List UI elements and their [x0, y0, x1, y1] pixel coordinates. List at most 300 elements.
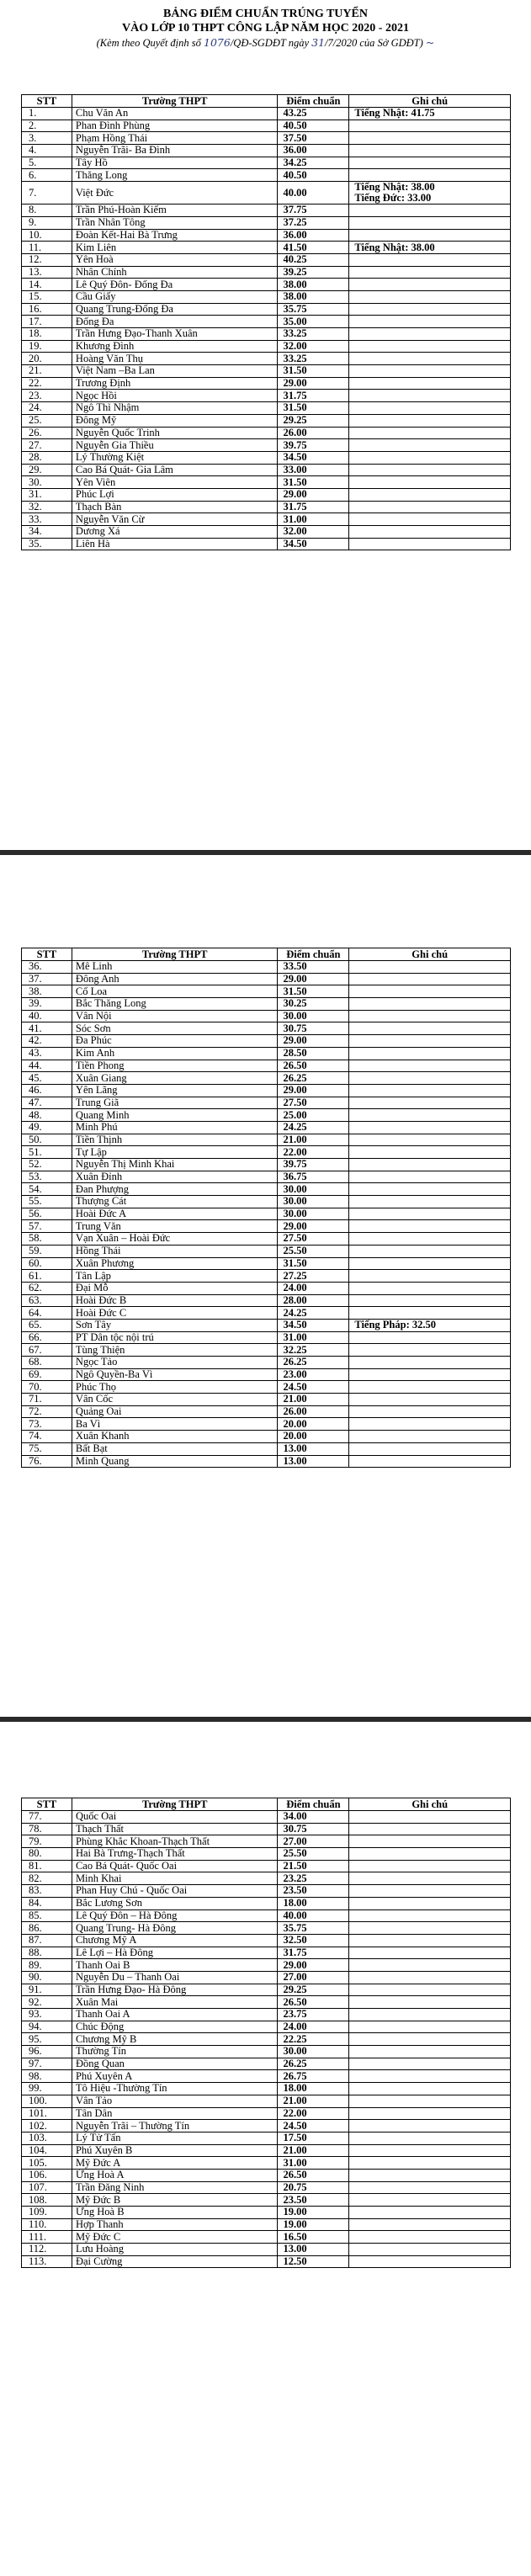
table-row	[22, 2255, 511, 2268]
row-note	[349, 340, 511, 353]
table-row	[22, 451, 511, 464]
row-score: 43.25	[278, 108, 349, 120]
table-row	[22, 1233, 511, 1246]
row-score: 35.75	[278, 1922, 349, 1935]
table-row	[22, 2046, 511, 2058]
row-note	[349, 365, 511, 378]
row-note	[349, 303, 511, 316]
table-row	[22, 1183, 511, 1196]
row-school-name: Thạch Thất	[72, 1823, 278, 1835]
row-stt: 65.	[22, 1319, 72, 1331]
row-note	[349, 316, 511, 328]
row-score: 29.00	[278, 488, 349, 501]
note-middle: /QĐ-SGDĐT ngày	[230, 37, 312, 49]
row-note	[349, 1418, 511, 1431]
row-stt: 87.	[22, 1934, 72, 1947]
row-note	[349, 2207, 511, 2219]
row-school-name: Tân Dân	[72, 2107, 278, 2120]
table-row	[22, 1245, 511, 1257]
row-note	[349, 266, 511, 279]
row-school-name: Hồng Thái	[72, 1245, 278, 1257]
table-row	[22, 973, 511, 985]
row-school-name: Ứng Hoà B	[72, 2207, 278, 2219]
row-stt: 90.	[22, 1971, 72, 1984]
page-1	[0, 0, 531, 842]
row-note	[349, 2120, 511, 2133]
row-score: 40.50	[278, 169, 349, 182]
row-note	[349, 1947, 511, 1959]
row-score: 40.00	[278, 182, 349, 204]
row-note	[349, 2169, 511, 2181]
row-score: 31.00	[278, 1331, 349, 1344]
row-stt: 21.	[22, 365, 72, 378]
row-stt: 69.	[22, 1368, 72, 1381]
row-stt: 109.	[22, 2207, 72, 2219]
header-note: Ghi chú	[349, 95, 511, 108]
row-score: 31.00	[278, 513, 349, 526]
row-note	[349, 961, 511, 974]
row-stt: 56.	[22, 1208, 72, 1220]
row-school-name: Thường Tín	[72, 2046, 278, 2058]
row-stt: 92.	[22, 1996, 72, 2009]
table-row	[22, 182, 511, 204]
table-row	[22, 1996, 511, 2009]
row-school-name: Đoàn Kết-Hai Bà Trưng	[72, 229, 278, 242]
table-row	[22, 2194, 511, 2207]
row-note	[349, 1319, 511, 1331]
row-score: 24.25	[278, 1307, 349, 1320]
row-stt: 76.	[22, 1455, 72, 1468]
row-stt: 111.	[22, 2231, 72, 2244]
table-row	[22, 279, 511, 291]
table-row	[22, 1381, 511, 1394]
row-stt: 89.	[22, 1959, 72, 1972]
table-row	[22, 229, 511, 242]
row-stt: 13.	[22, 266, 72, 279]
row-score: 21.00	[278, 2144, 349, 2157]
row-stt: 113.	[22, 2255, 72, 2268]
row-note	[349, 1848, 511, 1861]
row-score: 34.50	[278, 1319, 349, 1331]
row-stt: 30.	[22, 476, 72, 489]
table-row	[22, 145, 511, 157]
table-row	[22, 1357, 511, 1369]
row-stt: 96.	[22, 2046, 72, 2058]
row-note	[349, 1196, 511, 1208]
table-row	[22, 1146, 511, 1159]
row-score: 23.25	[278, 1872, 349, 1885]
decision-note	[0, 35, 531, 50]
row-school-name: Quang Trung-Đống Đa	[72, 303, 278, 316]
header-school: Trường THPT	[72, 95, 278, 108]
row-stt: 93.	[22, 2009, 72, 2021]
row-note	[349, 120, 511, 132]
table-row	[22, 2120, 511, 2133]
row-school-name: Hoàng Văn Thụ	[72, 353, 278, 365]
row-note	[349, 538, 511, 550]
row-score: 31.50	[278, 1257, 349, 1270]
row-school-name: Ba Vì	[72, 1418, 278, 1431]
row-school-name: Ngô Thì Nhậm	[72, 402, 278, 415]
row-score: 18.00	[278, 2083, 349, 2095]
row-school-name: Trần Đăng Ninh	[72, 2181, 278, 2194]
row-school-name: Phùng Khắc Khoan-Thạch Thất	[72, 1835, 278, 1848]
table-row	[22, 2181, 511, 2194]
row-stt: 8.	[22, 204, 72, 217]
table-row	[22, 108, 511, 120]
row-stt: 86.	[22, 1922, 72, 1935]
row-score: 39.75	[278, 1159, 349, 1171]
row-note	[349, 2181, 511, 2194]
row-school-name: Trần Nhân Tông	[72, 216, 278, 229]
row-score: 28.00	[278, 1294, 349, 1307]
row-score: 32.50	[278, 1934, 349, 1947]
table-row	[22, 1257, 511, 1270]
table-row	[22, 1971, 511, 1984]
row-note	[349, 1860, 511, 1872]
header-score: Điểm chuẩn	[278, 948, 349, 961]
row-stt: 84.	[22, 1897, 72, 1909]
row-school-name: Dương Xá	[72, 526, 278, 539]
row-note	[349, 204, 511, 217]
row-stt: 59.	[22, 1245, 72, 1257]
row-school-name: Xuân Phương	[72, 1257, 278, 1270]
row-school-name: Đa Phúc	[72, 1035, 278, 1048]
row-stt: 64.	[22, 1307, 72, 1320]
row-score: 22.00	[278, 1146, 349, 1159]
row-stt: 10.	[22, 229, 72, 242]
table-row	[22, 120, 511, 132]
row-stt: 50.	[22, 1134, 72, 1146]
row-note	[349, 182, 511, 204]
row-score: 36.75	[278, 1171, 349, 1183]
table-row	[22, 1455, 511, 1468]
table-row	[22, 2244, 511, 2256]
row-note	[349, 1331, 511, 1344]
row-stt: 17.	[22, 316, 72, 328]
row-note	[349, 1220, 511, 1233]
row-school-name: Bắc Thăng Long	[72, 998, 278, 1011]
row-note	[349, 1405, 511, 1418]
row-school-name: Phú Xuyên B	[72, 2144, 278, 2157]
row-note	[349, 1072, 511, 1085]
row-note	[349, 1922, 511, 1935]
row-stt: 105.	[22, 2157, 72, 2170]
row-stt: 97.	[22, 2058, 72, 2070]
decision-number: 1076	[204, 36, 231, 49]
row-score: 27.25	[278, 1270, 349, 1283]
table-row	[22, 1848, 511, 1861]
row-stt: 112.	[22, 2244, 72, 2256]
table-row	[22, 501, 511, 513]
row-stt: 31.	[22, 488, 72, 501]
score-table-page-1	[21, 94, 511, 550]
row-note	[349, 2021, 511, 2033]
row-note	[349, 377, 511, 390]
header-score: Điểm chuẩn	[278, 95, 349, 108]
row-score: 26.75	[278, 2070, 349, 2083]
row-score: 16.50	[278, 2231, 349, 2244]
row-stt: 39.	[22, 998, 72, 1011]
row-stt: 52.	[22, 1159, 72, 1171]
table-row	[22, 1159, 511, 1171]
row-score: 31.50	[278, 365, 349, 378]
row-school-name: Tiền Phong	[72, 1060, 278, 1072]
row-note	[349, 390, 511, 402]
row-school-name: Chúc Động	[72, 2021, 278, 2033]
table-row	[22, 2157, 511, 2170]
row-school-name: Thanh Oai B	[72, 1959, 278, 1972]
row-note	[349, 2033, 511, 2046]
table-row	[22, 2070, 511, 2083]
row-stt: 62.	[22, 1282, 72, 1294]
row-score: 31.75	[278, 1947, 349, 1959]
row-note	[349, 1368, 511, 1381]
row-stt: 22.	[22, 377, 72, 390]
row-school-name: Bắc Lương Sơn	[72, 1897, 278, 1909]
row-note	[349, 513, 511, 526]
row-score: 26.50	[278, 1060, 349, 1072]
table-row	[22, 1344, 511, 1357]
row-note	[349, 402, 511, 415]
table-header-row	[22, 1798, 511, 1811]
row-score: 23.50	[278, 1885, 349, 1898]
row-stt: 2.	[22, 120, 72, 132]
row-stt: 42.	[22, 1035, 72, 1048]
row-stt: 32.	[22, 501, 72, 513]
table-row	[22, 1811, 511, 1824]
row-school-name: Cầu Giấy	[72, 290, 278, 303]
row-stt: 110.	[22, 2218, 72, 2231]
row-school-name: Yên Hoà	[72, 253, 278, 266]
row-score: 35.75	[278, 303, 349, 316]
row-stt: 18.	[22, 328, 72, 341]
row-stt: 15.	[22, 290, 72, 303]
table-row	[22, 402, 511, 415]
row-score: 26.25	[278, 1072, 349, 1085]
row-school-name: Chu Văn An	[72, 108, 278, 120]
row-school-name: Sóc Sơn	[72, 1022, 278, 1035]
row-school-name: Tô Hiệu -Thường Tín	[72, 2083, 278, 2095]
row-note	[349, 1010, 511, 1022]
row-score: 31.50	[278, 402, 349, 415]
row-school-name: Nguyễn Trãi – Thường Tín	[72, 2120, 278, 2133]
row-note	[349, 2107, 511, 2120]
row-stt: 40.	[22, 1010, 72, 1022]
table-row	[22, 1134, 511, 1146]
row-school-name: Trung Văn	[72, 1220, 278, 1233]
row-stt: 23.	[22, 390, 72, 402]
row-score: 31.00	[278, 2157, 349, 2170]
row-score: 38.00	[278, 290, 349, 303]
row-school-name: Lý Tử Tấn	[72, 2132, 278, 2144]
row-note	[349, 1245, 511, 1257]
row-score: 29.00	[278, 1035, 349, 1048]
row-note	[349, 1022, 511, 1035]
row-school-name: Mỹ Đức C	[72, 2231, 278, 2244]
table-row	[22, 2107, 511, 2120]
row-score: 27.50	[278, 1233, 349, 1246]
row-school-name: Hai Bà Trưng-Thạch Thất	[72, 1848, 278, 1861]
row-note	[349, 427, 511, 439]
row-note	[349, 1996, 511, 2009]
row-stt: 75.	[22, 1442, 72, 1455]
row-school-name: Trần Hưng Đạo- Hà Đông	[72, 1984, 278, 1996]
table-row	[22, 1294, 511, 1307]
row-stt: 101.	[22, 2107, 72, 2120]
row-stt: 43.	[22, 1047, 72, 1060]
row-stt: 14.	[22, 279, 72, 291]
row-score: 25.50	[278, 1245, 349, 1257]
row-stt: 48.	[22, 1109, 72, 1122]
row-stt: 45.	[22, 1072, 72, 1085]
row-note	[349, 1159, 511, 1171]
row-note	[349, 2157, 511, 2170]
row-stt: 61.	[22, 1270, 72, 1283]
row-school-name: Ứng Hoà A	[72, 2169, 278, 2181]
row-note	[349, 1047, 511, 1060]
row-stt: 83.	[22, 1885, 72, 1898]
row-school-name: Thăng Long	[72, 169, 278, 182]
row-school-name: Nguyễn Văn Cừ	[72, 513, 278, 526]
header-note: Ghi chú	[349, 948, 511, 961]
header-stt: STT	[22, 948, 72, 961]
row-score: 22.00	[278, 2107, 349, 2120]
table-row	[22, 132, 511, 145]
row-school-name: Minh Quang	[72, 1455, 278, 1468]
row-stt: 41.	[22, 1022, 72, 1035]
row-stt: 73.	[22, 1418, 72, 1431]
row-school-name: Vân Cốc	[72, 1394, 278, 1406]
table-row	[22, 1835, 511, 1848]
row-school-name: Đống Đa	[72, 316, 278, 328]
table-row	[22, 1196, 511, 1208]
row-school-name: Lê Lợi – Hà Đông	[72, 1947, 278, 1959]
row-score: 30.00	[278, 1183, 349, 1196]
score-table-page-3	[21, 1798, 511, 2268]
table-row	[22, 998, 511, 1011]
table-row	[22, 985, 511, 998]
table-row	[22, 1060, 511, 1072]
header-note: Ghi chú	[349, 1798, 511, 1811]
row-score: 30.75	[278, 1823, 349, 1835]
row-school-name: Nguyễn Thị Minh Khai	[72, 1159, 278, 1171]
row-score: 13.00	[278, 1455, 349, 1468]
row-school-name: Vân Tảo	[72, 2095, 278, 2107]
row-stt: 6.	[22, 169, 72, 182]
row-stt: 102.	[22, 2120, 72, 2133]
table-row	[22, 1270, 511, 1283]
row-school-name: Xuân Giang	[72, 1072, 278, 1085]
row-school-name: Đồng Quan	[72, 2058, 278, 2070]
row-note	[349, 1934, 511, 1947]
row-score: 25.00	[278, 1109, 349, 1122]
table-row	[22, 476, 511, 489]
row-score: 13.00	[278, 1442, 349, 1455]
row-stt: 104.	[22, 2144, 72, 2157]
row-school-name: Ngô Quyền-Ba Vì	[72, 1368, 278, 1381]
row-school-name: Hợp Thanh	[72, 2218, 278, 2231]
document-title-line-2: VÀO LỚP 10 THPT CÔNG LẬP NĂM HỌC 2020 - 2021	[122, 22, 409, 35]
row-stt: 98.	[22, 2070, 72, 2083]
row-stt: 66.	[22, 1331, 72, 1344]
page-separator	[0, 850, 531, 855]
table-row	[22, 157, 511, 169]
header-school: Trường THPT	[72, 1798, 278, 1811]
page-separator	[0, 1717, 531, 1722]
row-stt: 1.	[22, 108, 72, 120]
row-school-name: Hoài Đức C	[72, 1307, 278, 1320]
row-score: 31.50	[278, 985, 349, 998]
row-score: 20.00	[278, 1431, 349, 1443]
row-school-name: Phan Huy Chú - Quốc Oai	[72, 1885, 278, 1898]
row-stt: 19.	[22, 340, 72, 353]
row-note	[349, 1357, 511, 1369]
row-school-name: Quang Trung- Hà Đông	[72, 1922, 278, 1935]
row-school-name: Cao Bá Quát- Gia Lâm	[72, 464, 278, 476]
row-note	[349, 1381, 511, 1394]
table-row	[22, 526, 511, 539]
row-note	[349, 1835, 511, 1848]
row-school-name: Phạm Hồng Thái	[72, 132, 278, 145]
row-school-name: Phúc Thọ	[72, 1381, 278, 1394]
row-stt: 37.	[22, 973, 72, 985]
row-note	[349, 1109, 511, 1122]
row-school-name: Nguyễn Quốc Trinh	[72, 427, 278, 439]
row-stt: 81.	[22, 1860, 72, 1872]
row-note	[349, 2058, 511, 2070]
row-school-name: Lê Quý Đôn- Đống Đa	[72, 279, 278, 291]
row-note	[349, 1394, 511, 1406]
row-stt: 35.	[22, 538, 72, 550]
row-score: 24.25	[278, 1121, 349, 1134]
row-note	[349, 290, 511, 303]
row-stt: 54.	[22, 1183, 72, 1196]
table-row	[22, 1431, 511, 1443]
row-score: 30.00	[278, 1208, 349, 1220]
row-school-name: Yên Viên	[72, 476, 278, 489]
row-school-name: Quảng Oai	[72, 1405, 278, 1418]
row-score: 39.25	[278, 266, 349, 279]
row-score: 20.75	[278, 2181, 349, 2194]
row-stt: 82.	[22, 1872, 72, 1885]
row-score: 34.50	[278, 451, 349, 464]
row-school-name: Tây Hồ	[72, 157, 278, 169]
row-stt: 12.	[22, 253, 72, 266]
table-row	[22, 303, 511, 316]
row-score: 31.75	[278, 390, 349, 402]
row-school-name: Phan Đình Phùng	[72, 120, 278, 132]
row-note	[349, 132, 511, 145]
row-note	[349, 1959, 511, 1972]
row-note	[349, 1257, 511, 1270]
row-stt: 44.	[22, 1060, 72, 1072]
table-row	[22, 1947, 511, 1959]
row-note-line: Tiếng Nhật: 38.00	[354, 181, 435, 194]
row-score: 40.25	[278, 253, 349, 266]
row-note	[349, 229, 511, 242]
table-row	[22, 2132, 511, 2144]
row-score: 34.00	[278, 1811, 349, 1824]
row-note	[349, 2218, 511, 2231]
row-stt: 99.	[22, 2083, 72, 2095]
table-row	[22, 204, 511, 217]
row-score: 12.50	[278, 2255, 349, 2268]
row-note	[349, 1872, 511, 1885]
row-school-name: Tự Lập	[72, 1146, 278, 1159]
row-note	[349, 1134, 511, 1146]
table-row	[22, 216, 511, 229]
